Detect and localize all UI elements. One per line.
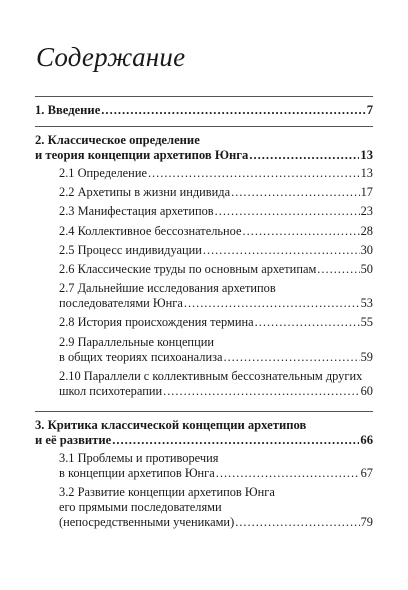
page-number: 60 bbox=[360, 383, 373, 398]
toc-entry-title-text: (непосредственными учениками) bbox=[59, 515, 235, 530]
section-heading[interactable] bbox=[35, 103, 373, 118]
subsection-list bbox=[35, 166, 373, 399]
page-number: 50 bbox=[360, 261, 373, 276]
toc-entry-title[interactable] bbox=[35, 262, 373, 277]
toc-entry-title-text: в концепции архетипов Юнга bbox=[59, 465, 215, 480]
toc-entry-line-text: 2.9 Параллельные концепции bbox=[59, 334, 214, 349]
dot-leader bbox=[317, 262, 359, 277]
page-number: 17 bbox=[360, 185, 373, 200]
page-number: 13 bbox=[360, 148, 373, 162]
toc-entry-line bbox=[35, 335, 373, 350]
page-number: 67 bbox=[360, 465, 373, 480]
toc-entry-title-text: школ психотерапии bbox=[59, 383, 163, 398]
page-number: 28 bbox=[360, 223, 373, 238]
toc-entry-line bbox=[35, 500, 373, 515]
toc-entry-title-text: 2.2 Архетипы в жизни индивида bbox=[59, 185, 231, 200]
toc-entry-title[interactable] bbox=[35, 515, 373, 530]
toc-entry-title[interactable] bbox=[35, 243, 373, 258]
toc-entry[interactable] bbox=[35, 485, 373, 530]
toc-entry[interactable] bbox=[35, 262, 373, 277]
toc-entry-line-text: 3.2 Развитие концепции архетипов Юнга bbox=[59, 485, 275, 500]
page-number: 7 bbox=[366, 103, 373, 117]
page-title: Содержание bbox=[36, 42, 186, 72]
section-heading-line bbox=[35, 418, 373, 433]
page-number: 13 bbox=[360, 166, 373, 180]
toc-entry-line-text: его прямыми последователями bbox=[59, 500, 222, 515]
toc-entry[interactable] bbox=[35, 224, 373, 239]
toc-section bbox=[35, 412, 373, 542]
toc-entry-line bbox=[35, 485, 373, 500]
dot-leader bbox=[148, 166, 360, 181]
toc-entry-line bbox=[35, 451, 373, 466]
page-number: 59 bbox=[360, 349, 373, 364]
dot-leader bbox=[203, 243, 360, 258]
dot-leader bbox=[243, 224, 360, 239]
toc-entry[interactable] bbox=[35, 166, 373, 181]
toc-entry-line-text: 3.1 Проблемы и противоречия bbox=[59, 450, 219, 465]
toc-entry-title[interactable] bbox=[35, 384, 373, 399]
toc-entry-line bbox=[35, 369, 373, 384]
section-heading-line-text: 3. Критика классической концепции архетипов bbox=[35, 417, 307, 432]
dot-leader bbox=[112, 433, 359, 448]
toc-section bbox=[35, 97, 373, 126]
dot-leader bbox=[231, 185, 360, 200]
toc-entry-title-text: 2.6 Классические труды по основным архетипам bbox=[59, 261, 317, 276]
toc-entry-title-text: последователями Юнга bbox=[59, 296, 183, 311]
page-number: 66 bbox=[360, 432, 373, 447]
section-heading-line-text: 2. Классическое определение bbox=[35, 133, 200, 147]
toc-entry[interactable] bbox=[35, 369, 373, 399]
section-heading[interactable] bbox=[35, 148, 373, 163]
subsection-list bbox=[35, 451, 373, 530]
toc-entry-title-text: 2.5 Процесс индивидуации bbox=[59, 242, 202, 257]
dot-leader bbox=[223, 350, 359, 365]
toc-entry-title[interactable] bbox=[35, 296, 373, 311]
toc-entry[interactable] bbox=[35, 315, 373, 330]
dot-leader bbox=[163, 384, 360, 399]
toc-entry-title-text: в общих теориях психоанализа bbox=[59, 349, 223, 364]
dot-leader bbox=[249, 148, 359, 163]
toc-section bbox=[35, 127, 373, 411]
toc-entry-title[interactable] bbox=[35, 224, 373, 239]
toc-entry-title[interactable] bbox=[35, 466, 373, 481]
toc-entry-title[interactable] bbox=[35, 350, 373, 365]
toc-entry[interactable] bbox=[35, 335, 373, 365]
page-number: 23 bbox=[360, 204, 373, 219]
dot-leader bbox=[215, 204, 360, 219]
toc-entry[interactable] bbox=[35, 243, 373, 258]
toc-entry-title-text: 2.4 Коллективное бессознательное bbox=[59, 223, 242, 238]
page-number: 53 bbox=[360, 296, 373, 311]
dot-leader bbox=[235, 515, 359, 530]
page-number: 30 bbox=[360, 242, 373, 257]
toc-entry[interactable] bbox=[35, 451, 373, 481]
page-number: 79 bbox=[360, 515, 373, 530]
toc-entry-title-text: 2.1 Определение bbox=[59, 166, 147, 180]
section-heading-text: и её развитие bbox=[35, 432, 112, 447]
toc-entry-line-text: 2.10 Параллели с коллективным бессознательным других bbox=[59, 368, 363, 383]
dot-leader bbox=[184, 296, 360, 311]
dot-leader bbox=[101, 103, 365, 118]
toc-entry-title[interactable] bbox=[35, 315, 373, 330]
toc-entry-line-text: 2.7 Дальнейшие исследования архетипов bbox=[59, 281, 276, 296]
section-heading-text: 1. Введение bbox=[35, 103, 101, 117]
page-number: 55 bbox=[360, 315, 373, 330]
toc-entry-title[interactable] bbox=[35, 204, 373, 219]
dot-leader bbox=[216, 466, 360, 481]
toc-entry-title[interactable] bbox=[35, 185, 373, 200]
toc-entry[interactable] bbox=[35, 185, 373, 200]
table-of-contents bbox=[35, 96, 373, 542]
toc-entry[interactable] bbox=[35, 281, 373, 311]
toc-entry[interactable] bbox=[35, 204, 373, 219]
section-heading-line bbox=[35, 133, 373, 148]
dot-leader bbox=[255, 315, 360, 330]
toc-entry-line bbox=[35, 281, 373, 296]
toc-entry-title-text: 2.3 Манифестация архетипов bbox=[59, 204, 214, 219]
toc-entry-title-text: 2.8 История происхождения термина bbox=[59, 315, 254, 330]
section-heading[interactable] bbox=[35, 433, 373, 448]
toc-entry-title[interactable] bbox=[35, 166, 373, 181]
section-heading-text: и теория концепции архетипов Юнга bbox=[35, 148, 249, 162]
